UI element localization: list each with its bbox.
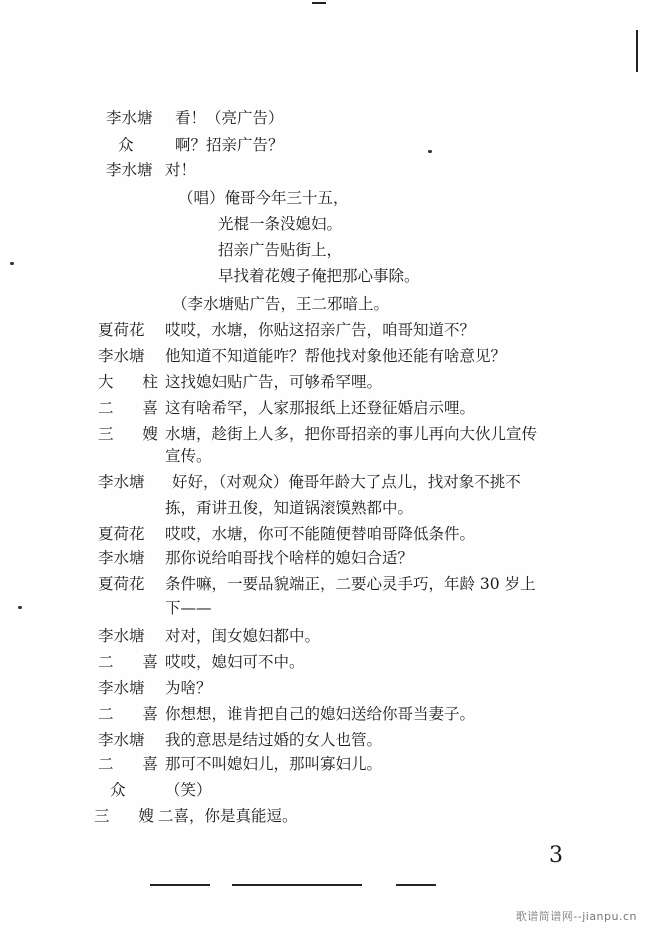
line-text: 哎哎，媳妇可不中。 [165,653,305,671]
line-text: 这有啥希罕，人家那报纸上还登征婚启示哩。 [165,399,476,417]
speaker-label: 二 喜 [98,653,170,671]
line-text: 条件嘛，一要品貌端正，二要心灵手巧，年龄 30 岁上 [165,575,536,593]
speaker-label: 李水塘 [98,549,145,567]
speaker-label: 李水塘 [98,347,145,365]
line-text: 看！（亮广告） [175,109,284,127]
line-text: 你想想，谁肯把自己的媳妇送给你哥当妻子。 [165,705,476,723]
song-line: 光棍一条没媳妇。 [218,215,343,233]
speaker-label: 大 柱 [98,373,170,391]
scan-speck [18,606,22,609]
line-text: 二喜，你是真能逗。 [158,807,298,825]
speaker-label: 李水塘 [98,473,145,491]
line-text: 他知道不知道能咋？帮他找对象他还能有啥意见？ [165,347,507,365]
line-text: 哎哎，水塘，你可不能随便替咱哥降低条件。 [165,525,476,543]
speaker-label: 李水塘 [106,161,153,179]
scan-speck [10,262,14,265]
scan-speck [428,150,432,153]
speaker-label: 李水塘 [98,679,145,697]
line-text: 那可不叫媳妇儿，那叫寡妇儿。 [165,755,383,773]
line-text: 好好，（对观众）俺哥年龄大了点儿，找对象不挑不 [172,473,521,491]
line-text: 对对，闺女媳妇都中。 [165,627,321,645]
bottom-rule [232,884,362,886]
song-line: 招亲广告贴街上， [218,241,343,259]
page-edge-mark [636,30,638,72]
song-line: （唱）俺哥今年三十五， [178,189,349,207]
line-text: 水塘，趁街上人多，把你哥招亲的事儿再向大伙儿宣传 [165,425,538,443]
stage-direction: （李水塘贴广告，王二邪暗上。 [172,295,390,313]
speaker-label: 众 [110,781,126,799]
speaker-label: 三 嫂 [98,425,170,443]
line-text: 哎哎，水塘，你贴这招亲广告，咱哥知道不？ [165,321,476,339]
speaker-label: 二 喜 [98,755,170,773]
line-text: 那你说给咱哥找个啥样的媳妇合适？ [165,549,414,567]
speaker-label: 三 嫂 [94,807,166,825]
top-rule [312,2,326,4]
speaker-label: 夏荷花 [98,575,145,593]
line-text: 拣，甭讲丑俊，知道锅滚馍熟都中。 [165,499,414,517]
page-number: 3 [549,843,563,868]
line-text: 宣传。 [165,447,212,465]
line-text: 啊？招亲广告？ [175,136,284,154]
speaker-label: 二 喜 [98,705,170,723]
line-text: 这找媳妇贴广告，可够希罕哩。 [165,373,383,391]
line-text: 下—— [165,599,212,617]
speaker-label: 李水塘 [98,627,145,645]
speaker-label: 李水塘 [106,109,153,127]
song-line: 早找着花嫂子俺把那心事除。 [218,267,420,285]
bottom-rule [150,884,210,886]
watermark-text: 歌谱简谱网--jianpu.cn [515,910,637,923]
line-text: 对！ [165,161,197,179]
speaker-label: 众 [118,136,134,154]
speaker-label: 李水塘 [98,731,145,749]
line-text: （笑） [165,781,212,799]
line-text: 我的意思是结过婚的女人也管。 [165,731,383,749]
speaker-label: 夏荷花 [98,321,145,339]
speaker-label: 二 喜 [98,399,170,417]
speaker-label: 夏荷花 [98,525,145,543]
line-text: 为啥？ [165,679,212,697]
bottom-rule [396,884,436,886]
